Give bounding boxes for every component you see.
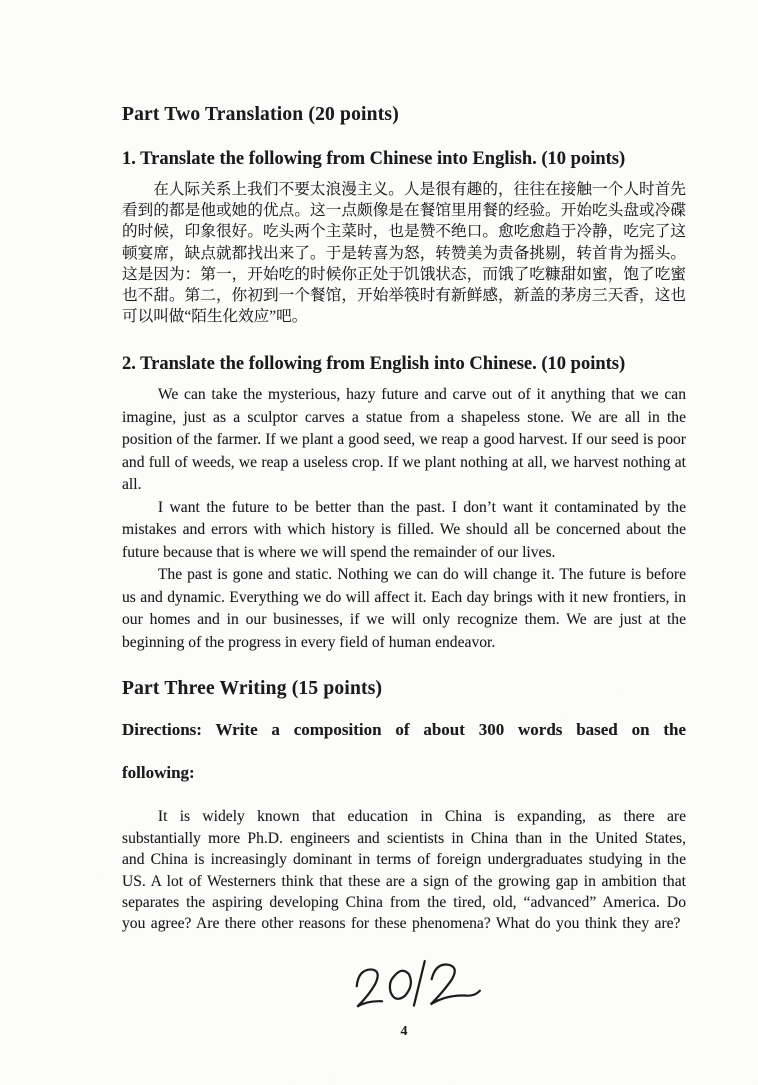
handwritten-2012-strokes	[352, 952, 482, 1014]
english-passage-paragraph-1: We can take the mysterious, hazy future and carve out of it anything that we can imagine, just as a sculptor carves a statue from a shapeless stone. We are all in the position of the farmer. If we plant a good seed, we reap a good harvest. If our seed is poor and full of weeds, we reap a useless crop. If we plant nothing at all, we harvest nothing at all.	[122, 386, 686, 494]
chinese-passage: 在人际关系上我们不要太浪漫主义。人是很有趣的，往往在接触一个人时首先看到的都是他或她的优点。这一点颇像是在餐馆里用餐的经验。开始吃头盘或冷碟的时候，印象很好。吃头两个主菜时，也是赞不绝口。愈吃愈趋于冷静，吃完了这顿宴席，缺点就都找出来了。于是转喜为怒，转赞美为责备挑剔，转首肯为摇头。这是因为：第一，开始吃的时候你正处于饥饿状态，而饿了吃糠甜如蜜，饱了吃蜜也不甜。第二，你初到一个餐馆，开始举筷时有新鲜感，新盖的茅房三天香，这也可以叫做“陌生化效应”吧。	[122, 181, 686, 326]
part-three-heading: Part Three Writing (15 points)	[122, 678, 383, 700]
directions-following: following:	[122, 763, 195, 783]
section2-heading: 2. Translate the following from English into Chinese. (10 points)	[122, 354, 626, 375]
document-body	[122, 103, 686, 935]
section1-heading: 1. Translate the following from Chinese into English. (10 points)	[122, 149, 626, 169]
writing-prompt-paragraph: It is widely known that education in China is expanding, as there are substantially more Ph.D. engineers and scientists in China than in the United States, and China is increasingly dominant in terms of foreign undergraduates studying in the US. A lot of Westerners think that these are a sign of the growing gap in ambition that separates the aspiring developing China from the tired, old, “advanced” America. Do you agree? Are there other reasons for these phenomena? What do you think they are?	[122, 808, 686, 933]
directions-block	[122, 718, 686, 785]
part-two-heading: Part Two Translation (20 points)	[122, 104, 399, 125]
handwritten-year-annotation	[352, 952, 482, 1014]
english-passage-paragraph-3: The past is gone and static. Nothing we can do will change it. The future is before us and dynamic. Everything we do will affect it. Each day brings with it new frontiers, in our homes and in our businesses, if we will only recognize them. We are just at the beginning of the progress in every field of human endeavor.	[122, 566, 686, 651]
page-number: 4	[400, 1024, 408, 1039]
english-passage-paragraph-2: I want the future to be better than the past. I don’t want it contaminated by the mistakes and errors with which history is filled. We should all be concerned about the future because that is where we will spend the remainder of our lives.	[122, 498, 686, 561]
directions-text: Directions: Write a composition of about 300 words based on the	[122, 720, 686, 740]
